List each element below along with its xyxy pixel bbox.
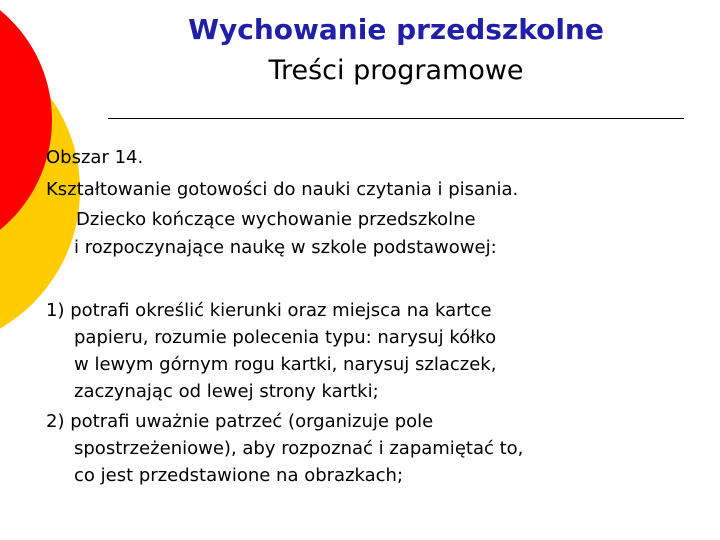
slide-title: Wychowanie przedszkolne: [188, 13, 604, 46]
list-item-line: zaczynając od lewej strony kartki;: [74, 381, 379, 402]
list-item-line: 2) potrafi uważnie patrzeć (organizuje pole: [46, 411, 434, 432]
list-item-line: 1) potrafi określić kierunki oraz miejsca na kartce: [46, 300, 492, 321]
list-item-line: w lewym górnym rogu kartki, narysuj szlaczek,: [74, 354, 497, 375]
title-divider: [108, 118, 684, 119]
list-item-line: papieru, rozumie polecenia typu: narysuj kółko: [74, 327, 497, 348]
area-label: Obszar 14.: [46, 147, 144, 168]
list-item-line: co jest przedstawione na obrazkach;: [74, 465, 404, 486]
intro-line: i rozpoczynające naukę w szkole podstawowej:: [74, 237, 497, 258]
list-item-line: spostrzeżeniowe), aby rozpoznać i zapamiętać to,: [74, 438, 524, 459]
area-heading: Kształtowanie gotowości do nauki czytania i pisania.: [46, 179, 519, 200]
intro-line: Dziecko kończące wychowanie przedszkolne: [76, 209, 476, 230]
slide-subtitle: Treści programowe: [268, 55, 524, 86]
